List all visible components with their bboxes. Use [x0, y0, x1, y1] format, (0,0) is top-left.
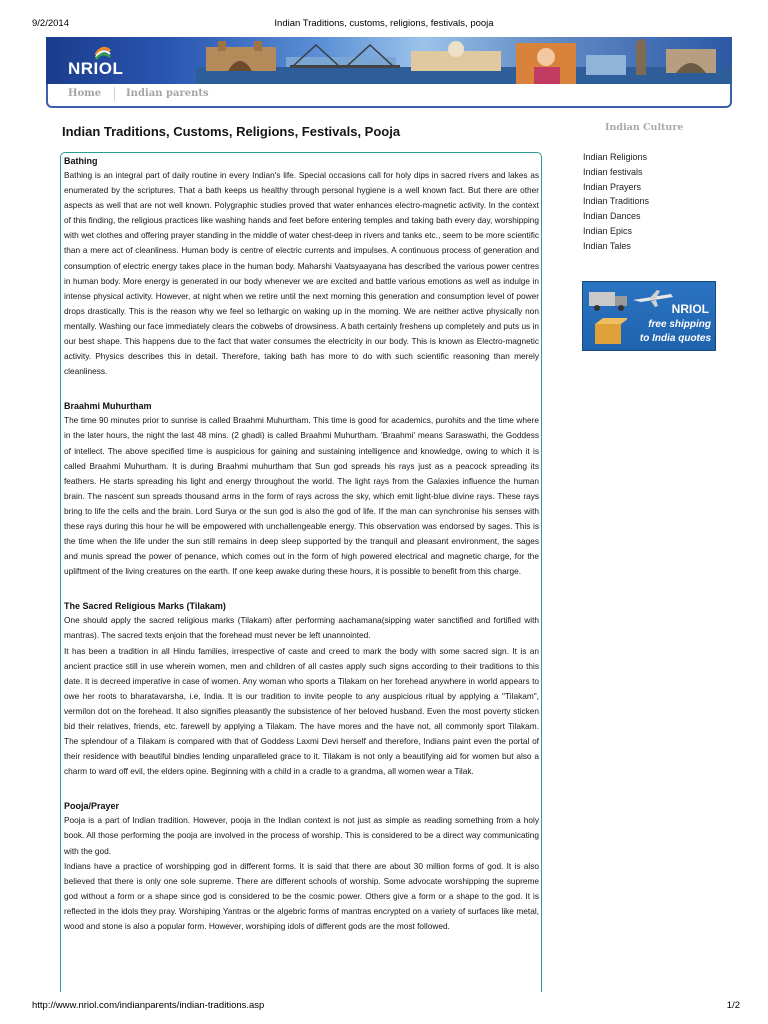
section-paragraph: Pooja is a part of Indian tradition. However, pooja in the Indian context is not just as simple as reading something from a holy book. All those performing the pooja are involved in the process of worship. This is considered to be a direct way communicating with the god. — [64, 815, 539, 856]
section-spacer — [64, 779, 539, 800]
print-footer — [28, 1000, 740, 1012]
section-spacer — [64, 579, 539, 600]
nav-divider — [114, 87, 115, 101]
monuments-collage-image — [196, 37, 732, 84]
sidebar-item-indian-prayers[interactable]: Indian Prayers — [583, 181, 642, 192]
ad-brand-text: NRIOL — [671, 302, 709, 316]
logo-text: NRIOL — [68, 59, 124, 78]
section-heading-braahmi-muhurtham: Braahmi Muhurtham — [64, 401, 152, 412]
package-icon — [591, 316, 627, 346]
section-heading-pooja-prayer: Pooja/Prayer — [64, 801, 120, 812]
section-paragraph: One should apply the sacred religious marks (Tilakam) after performing aachamana(sipping water sanctified and fortified with mantras). The sacred texts enjoin that the forehead must never be left unannointed. — [64, 615, 539, 641]
print-page-title: Indian Traditions, customs, religions, festivals, pooja — [274, 18, 494, 29]
sidebar-heading: Indian Culture — [605, 122, 684, 133]
section-paragraph: It has been a tradition in all Hindu families, irrespective of caste and creed to mark the body with some sacred sign. It is an ancient practice still in use wherein women, men and children of all castes apply such signs according to their traditions to this date. It is decreed imperative in case of women. Any woman who sports a Tilakam on her forehead anywhere in world appears to owe her roots to bharatavarsha, i.e, India. It is our tradition to invite people to any auspicious ritual by applying a "Tilakam", vermilon dot on the forehead. It also signifies pleasantly the subsistence of her beloved husband. Even the most poverty sticken bid their relatives, friends, etc. farewell by applying a Tilakam. The have mores and the have not, all commonly sport Tilakam. The splendour of a Tilakam is compared with that of Goddess Laxmi Devi herself and therefore, Indians paint even the portal of their residence with beautiful bindies lending unparalleled grace to it. Tilakam is not only a beautifying aid for women but also a charm to ward off evil, the elders opine. Beginning with a child in a cradle to a grandma, all women wear a Tilak. — [64, 645, 539, 777]
print-page-number: 1/2 — [726, 1000, 740, 1011]
site-logo[interactable] — [68, 45, 128, 79]
sidebar-item-indian-festivals[interactable]: Indian festivals — [583, 166, 643, 177]
section-heading-tilakam: The Sacred Religious Marks (Tilakam) — [64, 601, 226, 612]
truck-icon — [587, 286, 631, 312]
section-spacer — [64, 379, 539, 400]
print-url: http://www.nriol.com/indianparents/indian-traditions.asp — [32, 1000, 265, 1011]
sidebar-item-indian-dances[interactable]: Indian Dances — [583, 211, 641, 222]
section-heading-bathing: Bathing — [64, 156, 98, 166]
airplane-icon — [631, 288, 675, 308]
article-body — [61, 153, 541, 934]
nav-indian-parents-link[interactable]: Indian parents — [126, 88, 209, 99]
section-paragraph: The time 90 minutes prior to sunrise is called Braahmi Muhurtham. This time is good for academics, purohits and the time where in the later hours, the night the last 48 mins. (2 ghadi) is called Braahmi Muhurtham. 'Braahmi' means Saraswathi, the Goddess of intellect. The above specified time is auspicious for gaining and sustaining intelligence and knowledge, owing to which it is called Braahmi Muhurtham. It is during Braahmi muhurtham that Sun god spreads his rays just as a peacock spreading its feathers. He starts spreading his light and energy throughout the world. The light rays from the Galaxies influence the human brain. The nascent sun spreads thousand arms in the form of rays across the sky, which emit light-blue divine rays. These rays bring to life the cells and the brain. Lord Surya or the sun god is also the god of life. If the man can synchronise his senses with these rays during this hour he will be empowered with unchallengeable energy. This observation was endorsed by sages. This is the time when the life under the sun still remains in deep sleep supported by the tranquil and pleasant environment, the sages and munis spread the power of penance, which comes out in the form of high powered electrical and magnetic charge, for the upliftment of the living creatures on the earth. If one keep awake during these hours, it is possible to benefit from this charge. — [64, 415, 539, 577]
sidebar-item-indian-epics[interactable]: Indian Epics — [583, 225, 633, 236]
sidebar-links — [583, 150, 649, 254]
sidebar-item-indian-traditions[interactable]: Indian Traditions — [583, 196, 650, 207]
section-paragraph: Indians have a practice of worshipping god in different forms. It is said that there are about 30 million forms of god. It is also believed that there is only one sole supreme. There are different schools of worship. Some advocate worshipping the supreme god without a form or a shape since god is considered to be the cosmic power. Others give a form or a shape to the god. It is reflected in the idols they pray. Worshiping Yantras or the algebric forms of mantras encrypted on a variety of surfaces like metal, wood and stone is also a popular form. However, worshiping idols of different gods are the most followed. — [64, 860, 539, 932]
ad-tagline-1: free shipping — [648, 319, 711, 330]
sidebar-item-indian-tales[interactable]: Indian Tales — [583, 240, 631, 251]
print-header — [28, 18, 740, 30]
print-date: 9/2/2014 — [32, 18, 69, 29]
article-box — [60, 152, 542, 992]
ad-tagline-2: to India quotes — [639, 333, 711, 344]
main-navbar — [46, 84, 732, 108]
site-banner — [46, 37, 732, 84]
section-paragraph: Bathing is an integral part of daily routine in every Indian's life. Special occasions call for holy dips in sacred rivers and lakes as enumerated by the scriptures. That a bath keeps us healthy through personal hygiene is a well known fact. But there are other aspects as well that are not well known. Polygraphic studies proved that water enhances electro-magnetic activity. In the context of this finding, the religious practices like washing hands and feet before entering temples and taking bath every day, worshipping with wet clothes and offering prayer standing in the middle of water chest-deep in rivers and tanks etc., seem to be more scientific than a mere act of cleanliness. Human body is centre of electric currents and impulses. A continuous process of generation and consumption of electric energy takes place in the human body. Maharshi Vaatsyaayana has described the various power centres in human body. More energy is generated in our body whenever we are excited and battle various emotions as well as indulge in intense physical activity. However, at night when we retire until the next morning this generation and consumption level of power drops drastically. This is the reason why we feel so lethargic on waking up in the morning. We are neither active physically non mentally. Washing our face immediately clears the cobwebs of drowsiness. A bath certainly freshens up completely and puts us in our best shape. This happens due to the fact that water consumes the electricity in our body. This is known as Electro-magnetic activity. Physics describes this in detail. Therefore, taking bath has more to do with such scientific reasoning than merely cleanliness. — [64, 170, 539, 377]
sidebar-item-indian-religions[interactable]: Indian Religions — [583, 152, 648, 162]
nav-home-link[interactable]: Home — [68, 88, 102, 99]
shipping-ad-banner[interactable] — [582, 281, 716, 351]
page-title: Indian Traditions, Customs, Religions, Festivals, Pooja — [62, 124, 401, 139]
